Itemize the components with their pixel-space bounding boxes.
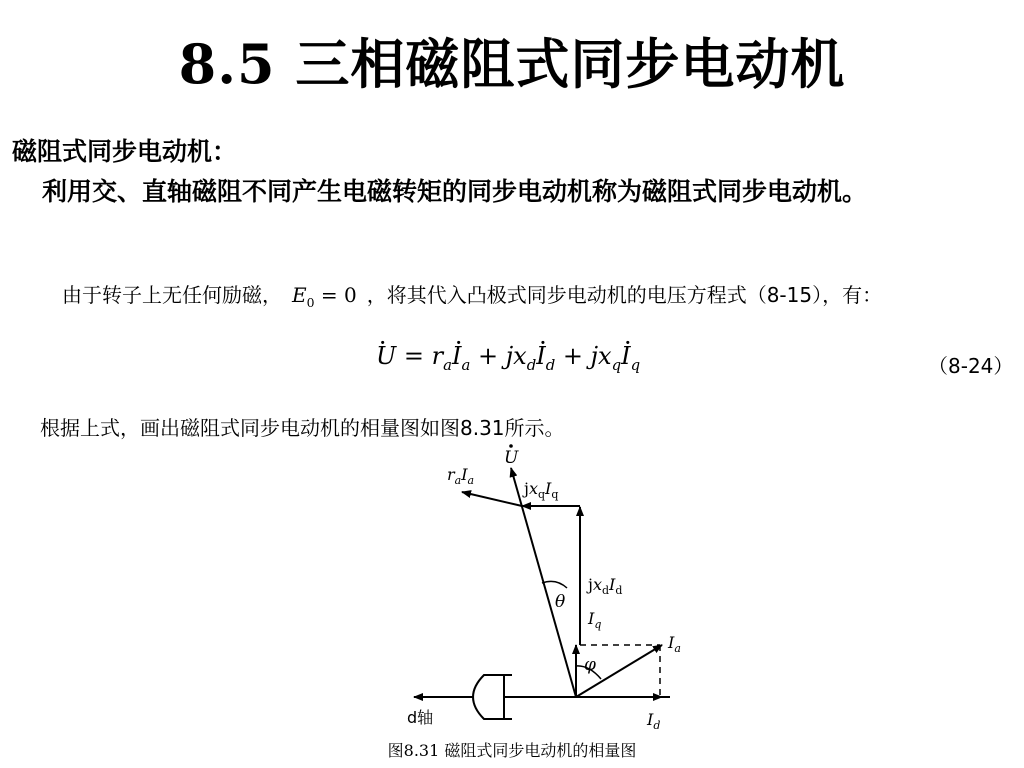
e0-formula: $E_0 = 0$ bbox=[292, 283, 357, 310]
jxd-id-label: $jx_dI_d$ bbox=[588, 575, 623, 597]
intro-text-after: ，将其代入凸极式同步电动机的电压方程式（8-15），有： bbox=[366, 283, 883, 307]
voltage-equation: · $U = r_a\cdot I_a + jx_d\cdot I_d + jx_q\cdot I_q$ bbox=[376, 342, 640, 374]
u-label-dot bbox=[509, 444, 513, 448]
jxq-iq-label: $jx_qI_q$ bbox=[524, 479, 559, 501]
iq-label: $I_q$ bbox=[588, 609, 602, 631]
intro-paragraph bbox=[12, 280, 1002, 318]
section-heading: 磁阻式同步电动机： bbox=[12, 137, 238, 166]
figure-reference-text: 根据上式，画出磁阻式同步电动机的相量图如图8.31所示。 bbox=[40, 416, 565, 440]
page-title: 8.5 三相磁阻式同步电动机 bbox=[178, 32, 846, 96]
intro-text-before: 由于转子上无任何励磁， bbox=[62, 283, 282, 307]
figure-caption: 图8.31 磁阻式同步电动机的相量图 bbox=[387, 741, 637, 760]
phasor-diagram bbox=[392, 440, 692, 738]
d-axis-label: d轴 bbox=[407, 708, 434, 727]
id-label: $I_d$ bbox=[647, 710, 661, 732]
rotor-shape bbox=[473, 675, 504, 719]
ra-ia-arrow bbox=[462, 492, 522, 506]
equation-number: （8-24） bbox=[928, 354, 1014, 378]
definition-paragraph: 利用交、直轴磁阻不同产生电磁转矩的同步电动机称为磁阻式同步电动机。 bbox=[42, 177, 868, 206]
ia-label: $I_a$ bbox=[668, 633, 681, 655]
theta-label: θ bbox=[555, 592, 566, 612]
phi-label: φ bbox=[584, 655, 596, 675]
ra-ia-label: $r_aI_a$ bbox=[447, 465, 475, 487]
u-label: U bbox=[504, 448, 519, 468]
